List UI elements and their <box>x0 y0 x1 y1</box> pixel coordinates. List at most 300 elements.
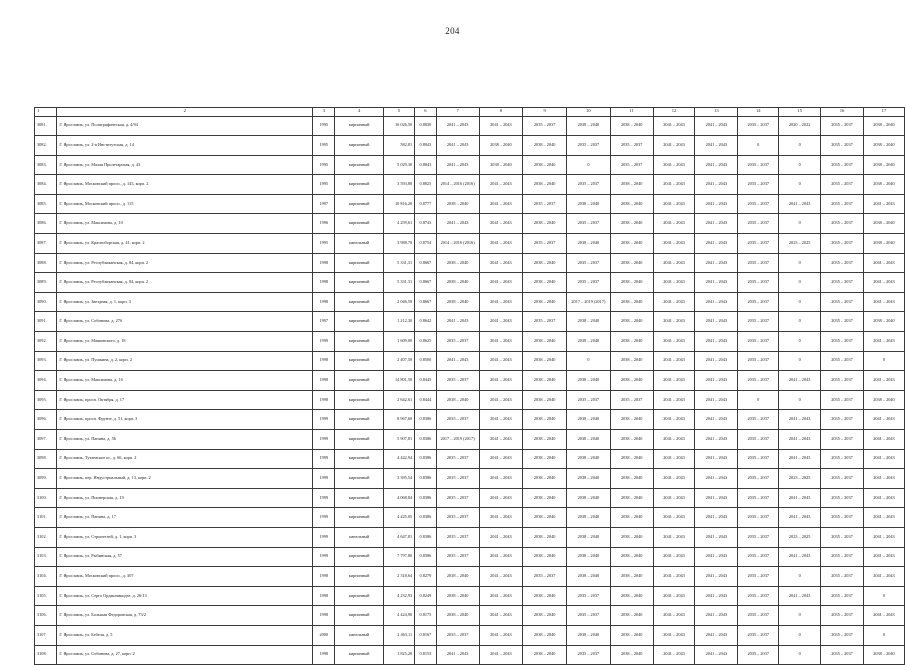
cell-wall-material: кирпичный <box>335 312 383 332</box>
cell-period-17: 2041 – 2043 <box>863 606 904 626</box>
cell-period-15: 0 <box>779 253 821 273</box>
cell-period-17: 2041 – 2043 <box>863 508 904 528</box>
cell-period-11: 2038 – 2040 <box>610 410 653 430</box>
column-number: 15 <box>779 108 821 117</box>
cell-period-17: 2038 – 2040 <box>863 234 904 254</box>
cell-period-15: 0 <box>779 332 821 352</box>
cell-period-15: 0 <box>779 292 821 312</box>
cell-period-7: 2035 – 2037 <box>436 527 479 547</box>
cell-period-16: 2035 – 2037 <box>821 586 864 606</box>
cell-year-built: 1996 <box>313 214 335 234</box>
cell-period-16: 2035 – 2037 <box>821 214 864 234</box>
cell-wear-coef: 0.8754 <box>415 234 437 254</box>
cell-period-16: 2035 – 2037 <box>821 567 864 587</box>
cell-period-11: 2035 – 2037 <box>610 390 653 410</box>
cell-period-10: 2038 – 2040 <box>567 194 611 214</box>
table-row <box>35 430 905 450</box>
cell-period-9: 2038 – 2040 <box>523 547 567 567</box>
column-number: 12 <box>653 108 695 117</box>
column-number-row <box>35 108 905 117</box>
cell-row-number: 3087. <box>35 234 57 254</box>
cell-period-11: 2038 – 2040 <box>610 469 653 489</box>
cell-period-13: 2041 – 2043 <box>695 292 738 312</box>
cell-period-10: 2038 – 2040 <box>567 547 611 567</box>
cell-period-9: 2038 – 2040 <box>523 469 567 489</box>
cell-area: 10 816,20 <box>383 194 414 214</box>
cell-period-14: 2035 – 2037 <box>738 253 779 273</box>
cell-period-16: 2035 – 2037 <box>821 606 864 626</box>
table-row <box>35 253 905 273</box>
cell-period-8: 2041 – 2043 <box>479 508 523 528</box>
cell-year-built: 1995 <box>313 136 335 156</box>
cell-period-17: 2041 – 2043 <box>863 449 904 469</box>
cell-wall-material: кирпичный <box>335 351 383 371</box>
cell-period-17: 2041 – 2043 <box>863 332 904 352</box>
cell-year-built: 1997 <box>313 194 335 214</box>
cell-period-13: 2041 – 2043 <box>695 488 738 508</box>
cell-wear-coef: 0.8386 <box>415 527 437 547</box>
cell-period-14: 2035 – 2037 <box>738 606 779 626</box>
table-row <box>35 234 905 254</box>
cell-address: Г. Ярославль, ул. Собинова, д. 27, корп. 2 <box>57 645 313 665</box>
cell-period-9: 2038 – 2040 <box>523 136 567 156</box>
cell-wear-coef: 0.8777 <box>415 194 437 214</box>
table-row <box>35 292 905 312</box>
cell-period-14: 0 <box>738 136 779 156</box>
cell-period-9: 2038 – 2040 <box>523 508 567 528</box>
cell-area: 1 825,20 <box>383 645 414 665</box>
cell-period-12: 2041 – 2043 <box>653 449 695 469</box>
cell-period-13: 2041 – 2043 <box>695 194 738 214</box>
cell-wear-coef: 0.8249 <box>415 586 437 606</box>
cell-year-built: 1998 <box>313 371 335 391</box>
cell-period-16: 2035 – 2037 <box>821 332 864 352</box>
cell-period-7: 2038 – 2040 <box>436 586 479 606</box>
cell-period-8: 2041 – 2043 <box>479 194 523 214</box>
cell-period-12: 2041 – 2043 <box>653 508 695 528</box>
cell-wall-material: кирпичный <box>335 116 383 136</box>
cell-wear-coef: 0.8830 <box>415 116 437 136</box>
cell-period-8: 2041 – 2043 <box>479 449 523 469</box>
column-number: 5 <box>383 108 414 117</box>
cell-period-14: 2035 – 2037 <box>738 214 779 234</box>
column-number: 1 <box>35 108 57 117</box>
cell-period-12: 2041 – 2043 <box>653 273 695 293</box>
cell-period-7: 2038 – 2040 <box>436 390 479 410</box>
cell-period-9: 2038 – 2040 <box>523 586 567 606</box>
cell-address: Г. Ярославль, ул. Малая Пролетарская, д. 43 <box>57 155 313 175</box>
cell-wear-coef: 0.8843 <box>415 155 437 175</box>
cell-period-13: 2041 – 2043 <box>695 508 738 528</box>
cell-period-17: 0 <box>863 351 904 371</box>
table-row <box>35 332 905 352</box>
cell-period-15: 2041 – 2043 <box>779 586 821 606</box>
cell-period-13: 2041 – 2043 <box>695 155 738 175</box>
cell-wall-material: кирпичный <box>335 449 383 469</box>
cell-period-13: 2041 – 2043 <box>695 312 738 332</box>
cell-row-number: 3104. <box>35 567 57 587</box>
cell-wear-coef: 0.8153 <box>415 645 437 665</box>
cell-address: Г. Ярославль, Московский просп., д. 115 <box>57 194 313 214</box>
table-row <box>35 351 905 371</box>
cell-period-12: 2041 – 2043 <box>653 606 695 626</box>
cell-period-9: 2035 – 2037 <box>523 194 567 214</box>
cell-period-16: 2035 – 2037 <box>821 136 864 156</box>
table-row <box>35 586 905 606</box>
cell-period-9: 2038 – 2040 <box>523 214 567 234</box>
cell-area: 2 407,50 <box>383 351 414 371</box>
table-row <box>35 488 905 508</box>
cell-period-7: 2035 – 2037 <box>436 547 479 567</box>
table-row <box>35 606 905 626</box>
cell-row-number: 3094. <box>35 371 57 391</box>
cell-period-16: 2035 – 2037 <box>821 175 864 195</box>
cell-period-16: 2035 – 2037 <box>821 410 864 430</box>
cell-address: Г. Ярославль, ул. 2-я Институтская, д. 14 <box>57 136 313 156</box>
cell-address: Г. Ярославль, ул. Пионерская, д. 19 <box>57 488 313 508</box>
cell-period-14: 2035 – 2037 <box>738 116 779 136</box>
cell-period-14: 2035 – 2037 <box>738 645 779 665</box>
cell-wall-material: кирпичный <box>335 645 383 665</box>
cell-area: 2 046,59 <box>383 292 414 312</box>
cell-row-number: 3099. <box>35 469 57 489</box>
cell-wall-material: кирпичный <box>335 253 383 273</box>
cell-period-12: 2041 – 2043 <box>653 253 695 273</box>
cell-address: Г. Ярославль, ул. Панина, д. 56 <box>57 430 313 450</box>
cell-period-13: 2041 – 2043 <box>695 253 738 273</box>
cell-address: Г. Ярославль, ул. Максимова, д. 10 <box>57 214 313 234</box>
cell-wall-material: кирпичный <box>335 430 383 450</box>
cell-period-16: 2035 – 2037 <box>821 292 864 312</box>
cell-period-14: 2035 – 2037 <box>738 625 779 645</box>
cell-row-number: 3102. <box>35 527 57 547</box>
table-body <box>35 108 905 665</box>
cell-period-12: 2041 – 2043 <box>653 547 695 567</box>
cell-period-17: 2038 – 2040 <box>863 312 904 332</box>
cell-period-10: 2035 – 2037 <box>567 136 611 156</box>
cell-area: 3 593,80 <box>383 175 414 195</box>
cell-period-12: 2041 – 2043 <box>653 234 695 254</box>
cell-period-9: 2038 – 2040 <box>523 292 567 312</box>
cell-period-8: 2041 – 2043 <box>479 351 523 371</box>
cell-period-8: 2041 – 2043 <box>479 527 523 547</box>
cell-period-17: 2041 – 2043 <box>863 488 904 508</box>
cell-period-14: 2035 – 2037 <box>738 488 779 508</box>
cell-period-10: 2038 – 2040 <box>567 527 611 547</box>
cell-period-12: 2041 – 2043 <box>653 194 695 214</box>
table-row <box>35 508 905 528</box>
cell-row-number: 3091. <box>35 312 57 332</box>
cell-period-8: 2041 – 2043 <box>479 430 523 450</box>
cell-period-14: 2035 – 2037 <box>738 312 779 332</box>
cell-period-17: 2038 – 2040 <box>863 214 904 234</box>
cell-period-10: 2035 – 2037 <box>567 586 611 606</box>
cell-row-number: 3081. <box>35 116 57 136</box>
cell-wall-material: кирпичный <box>335 273 383 293</box>
cell-period-12: 2041 – 2043 <box>653 136 695 156</box>
cell-period-16: 2035 – 2037 <box>821 449 864 469</box>
cell-year-built: 1999 <box>313 488 335 508</box>
cell-period-9: 2038 – 2040 <box>523 175 567 195</box>
cell-period-15: 2023 – 2025 <box>779 527 821 547</box>
cell-period-16: 2035 – 2037 <box>821 547 864 567</box>
cell-period-9: 2038 – 2040 <box>523 253 567 273</box>
cell-row-number: 3101. <box>35 508 57 528</box>
table-row <box>35 136 905 156</box>
cell-period-8: 2041 – 2043 <box>479 625 523 645</box>
cell-period-11: 2035 – 2037 <box>610 136 653 156</box>
cell-period-17: 0 <box>863 625 904 645</box>
cell-area: 4 442,94 <box>383 449 414 469</box>
cell-period-14: 2035 – 2037 <box>738 155 779 175</box>
cell-period-10: 2035 – 2037 <box>567 253 611 273</box>
cell-row-number: 3084. <box>35 175 57 195</box>
table-row <box>35 116 905 136</box>
cell-wear-coef: 0.8386 <box>415 469 437 489</box>
table-row <box>35 371 905 391</box>
cell-address: Г. Ярославль, ул. Полиграфическая, д. 4/94 <box>57 116 313 136</box>
cell-address: Г. Ярославль, просп. Фрунзе, д. 51, корп. 3 <box>57 410 313 430</box>
cell-period-7: 2041 – 2043 <box>436 312 479 332</box>
cell-year-built: 1997 <box>313 312 335 332</box>
cell-address: Г. Ярославль, ул. Панина, д. 17 <box>57 508 313 528</box>
cell-period-11: 2038 – 2040 <box>610 234 653 254</box>
cell-address: Г. Ярославль, ул. Звездная, д. 1, корп. 3 <box>57 292 313 312</box>
cell-wear-coef: 0.8825 <box>415 175 437 195</box>
cell-period-15: 0 <box>779 214 821 234</box>
cell-period-12: 2041 – 2043 <box>653 116 695 136</box>
cell-period-13: 2041 – 2043 <box>695 547 738 567</box>
cell-period-15: 0 <box>779 273 821 293</box>
cell-wall-material: панельный <box>335 625 383 645</box>
cell-period-15: 0 <box>779 175 821 195</box>
cell-period-14: 2035 – 2037 <box>738 234 779 254</box>
cell-period-10: 2038 – 2040 <box>567 332 611 352</box>
cell-period-17: 2041 – 2043 <box>863 253 904 273</box>
cell-period-7: 2038 – 2040 <box>436 567 479 587</box>
cell-period-11: 2038 – 2040 <box>610 351 653 371</box>
column-number: 4 <box>335 108 383 117</box>
cell-year-built: 1999 <box>313 547 335 567</box>
cell-area: 4 259,61 <box>383 214 414 234</box>
cell-period-9: 2035 – 2037 <box>523 567 567 587</box>
cell-period-10: 2038 – 2040 <box>567 508 611 528</box>
cell-row-number: 3108. <box>35 645 57 665</box>
cell-address: Г. Ярославль, Московский просп., д. 143, корп. 2 <box>57 175 313 195</box>
cell-period-8: 2041 – 2043 <box>479 273 523 293</box>
cell-wall-material: кирпичный <box>335 586 383 606</box>
table-row <box>35 410 905 430</box>
cell-period-7: 2017 – 2019 (2017) <box>436 430 479 450</box>
cell-period-16: 2035 – 2037 <box>821 116 864 136</box>
cell-wear-coef: 0.8642 <box>415 312 437 332</box>
cell-period-14: 2035 – 2037 <box>738 175 779 195</box>
cell-period-17: 2041 – 2043 <box>863 527 904 547</box>
cell-period-17: 2041 – 2043 <box>863 292 904 312</box>
cell-wear-coef: 0.8444 <box>415 390 437 410</box>
cell-period-7: 2041 – 2043 <box>436 136 479 156</box>
cell-area: 2 642,61 <box>383 390 414 410</box>
cell-period-10: 2035 – 2037 <box>567 606 611 626</box>
cell-period-11: 2038 – 2040 <box>610 332 653 352</box>
cell-period-14: 0 <box>738 390 779 410</box>
cell-period-15: 0 <box>779 645 821 665</box>
cell-period-15: 0 <box>779 312 821 332</box>
cell-row-number: 3082. <box>35 136 57 156</box>
cell-period-11: 2038 – 2040 <box>610 547 653 567</box>
cell-period-7: 2035 – 2037 <box>436 332 479 352</box>
cell-address: Г. Ярославль, пер. Индустриальный, д. 13, корп. 2 <box>57 469 313 489</box>
cell-period-10: 2038 – 2040 <box>567 625 611 645</box>
column-number: 16 <box>821 108 864 117</box>
cell-row-number: 3098. <box>35 449 57 469</box>
cell-period-17: 2041 – 2043 <box>863 547 904 567</box>
cell-period-9: 2038 – 2040 <box>523 625 567 645</box>
cell-period-8: 2041 – 2043 <box>479 488 523 508</box>
cell-period-12: 2041 – 2043 <box>653 312 695 332</box>
cell-wall-material: кирпичный <box>335 332 383 352</box>
cell-period-14: 2035 – 2037 <box>738 273 779 293</box>
cell-period-7: 2038 – 2040 <box>436 606 479 626</box>
cell-wear-coef: 0.8386 <box>415 430 437 450</box>
cell-year-built: 1995 <box>313 175 335 195</box>
cell-period-7: 2041 – 2043 <box>436 214 479 234</box>
cell-period-17: 2041 – 2043 <box>863 430 904 450</box>
cell-period-16: 2035 – 2037 <box>821 273 864 293</box>
cell-period-8: 2041 – 2043 <box>479 253 523 273</box>
cell-period-12: 2041 – 2043 <box>653 410 695 430</box>
cell-year-built: 1998 <box>313 586 335 606</box>
cell-wall-material: кирпичный <box>335 469 383 489</box>
cell-period-13: 2041 – 2043 <box>695 430 738 450</box>
cell-period-17: 2041 – 2043 <box>863 273 904 293</box>
cell-period-11: 2038 – 2040 <box>610 508 653 528</box>
cell-period-17: 2038 – 2040 <box>863 390 904 410</box>
cell-period-8: 2041 – 2043 <box>479 175 523 195</box>
cell-row-number: 3095. <box>35 390 57 410</box>
cell-year-built: 1998 <box>313 253 335 273</box>
cell-area: 16 026,50 <box>383 116 414 136</box>
cell-period-14: 2035 – 2037 <box>738 567 779 587</box>
cell-year-built: 1998 <box>313 645 335 665</box>
cell-year-built: 1998 <box>313 273 335 293</box>
cell-period-15: 2041 – 2043 <box>779 410 821 430</box>
cell-period-13: 2041 – 2043 <box>695 273 738 293</box>
cell-period-8: 2041 – 2043 <box>479 606 523 626</box>
cell-year-built: 1999 <box>313 527 335 547</box>
cell-period-17: 0 <box>863 586 904 606</box>
cell-period-7: 2035 – 2037 <box>436 371 479 391</box>
cell-period-9: 2038 – 2040 <box>523 273 567 293</box>
cell-row-number: 3083. <box>35 155 57 175</box>
cell-area: 4 425,05 <box>383 508 414 528</box>
cell-wall-material: кирпичный <box>335 508 383 528</box>
cell-period-8: 2041 – 2043 <box>479 116 523 136</box>
table-row <box>35 175 905 195</box>
cell-period-8: 2041 – 2043 <box>479 390 523 410</box>
cell-period-11: 2038 – 2040 <box>610 194 653 214</box>
cell-period-16: 2035 – 2037 <box>821 625 864 645</box>
cell-period-15: 0 <box>779 155 821 175</box>
cell-period-9: 2038 – 2040 <box>523 488 567 508</box>
cell-period-13: 2041 – 2043 <box>695 469 738 489</box>
cell-period-13: 2041 – 2043 <box>695 175 738 195</box>
cell-period-8: 2041 – 2043 <box>479 645 523 665</box>
cell-period-11: 2038 – 2040 <box>610 527 653 547</box>
table-row <box>35 567 905 587</box>
cell-period-12: 2041 – 2043 <box>653 332 695 352</box>
cell-address: Г. Ярославль, ул. Максимова, д. 16 <box>57 371 313 391</box>
cell-area: 4 647,81 <box>383 527 414 547</box>
cell-period-11: 2038 – 2040 <box>610 175 653 195</box>
column-number: 14 <box>738 108 779 117</box>
column-number: 13 <box>695 108 738 117</box>
cell-period-11: 2038 – 2040 <box>610 449 653 469</box>
cell-wear-coef: 0.8386 <box>415 410 437 430</box>
cell-row-number: 3107. <box>35 625 57 645</box>
cell-year-built: 1999 <box>313 430 335 450</box>
cell-area: 4 424,90 <box>383 606 414 626</box>
cell-period-13: 2041 – 2043 <box>695 527 738 547</box>
cell-period-13: 2041 – 2043 <box>695 586 738 606</box>
cell-period-10: 2038 – 2040 <box>567 449 611 469</box>
cell-period-15: 0 <box>779 625 821 645</box>
cell-period-15: 2041 – 2043 <box>779 547 821 567</box>
cell-period-9: 2038 – 2040 <box>523 390 567 410</box>
cell-period-9: 2038 – 2040 <box>523 410 567 430</box>
cell-wear-coef: 0.8667 <box>415 273 437 293</box>
cell-period-17: 2041 – 2043 <box>863 469 904 489</box>
cell-period-10: 2038 – 2040 <box>567 116 611 136</box>
cell-period-12: 2041 – 2043 <box>653 469 695 489</box>
cell-period-8: 2041 – 2043 <box>479 567 523 587</box>
cell-period-16: 2035 – 2037 <box>821 645 864 665</box>
cell-period-16: 2035 – 2037 <box>821 371 864 391</box>
cell-period-8: 2041 – 2043 <box>479 371 523 391</box>
cell-period-13: 2041 – 2043 <box>695 625 738 645</box>
cell-period-14: 2035 – 2037 <box>738 469 779 489</box>
cell-area: 2 318,64 <box>383 567 414 587</box>
cell-period-11: 2038 – 2040 <box>610 253 653 273</box>
cell-period-9: 2038 – 2040 <box>523 527 567 547</box>
cell-period-15: 0 <box>779 390 821 410</box>
cell-year-built: 1999 <box>313 449 335 469</box>
cell-period-11: 2038 – 2040 <box>610 116 653 136</box>
cell-period-13: 2041 – 2043 <box>695 410 738 430</box>
cell-period-17: 2038 – 2040 <box>863 175 904 195</box>
cell-period-16: 2035 – 2037 <box>821 234 864 254</box>
cell-row-number: 3088. <box>35 253 57 273</box>
cell-period-8: 2038 – 2040 <box>479 155 523 175</box>
cell-period-17: 2038 – 2040 <box>863 136 904 156</box>
cell-wall-material: кирпичный <box>335 488 383 508</box>
cell-area: 14 801,50 <box>383 371 414 391</box>
cell-period-7: 2038 – 2040 <box>436 194 479 214</box>
cell-period-7: 2014 – 2016 (2016) <box>436 175 479 195</box>
cell-period-10: 2035 – 2037 <box>567 214 611 234</box>
repair-schedule-table <box>34 107 905 665</box>
cell-area: 4 068,84 <box>383 488 414 508</box>
cell-period-13: 2041 – 2043 <box>695 351 738 371</box>
cell-area: 5 331,31 <box>383 273 414 293</box>
cell-wall-material: кирпичный <box>335 175 383 195</box>
cell-period-8: 2041 – 2043 <box>479 214 523 234</box>
column-number: 3 <box>313 108 335 117</box>
cell-period-7: 2035 – 2037 <box>436 625 479 645</box>
column-number: 6 <box>415 108 437 117</box>
cell-period-10: 2035 – 2037 <box>567 273 611 293</box>
cell-period-12: 2041 – 2043 <box>653 567 695 587</box>
